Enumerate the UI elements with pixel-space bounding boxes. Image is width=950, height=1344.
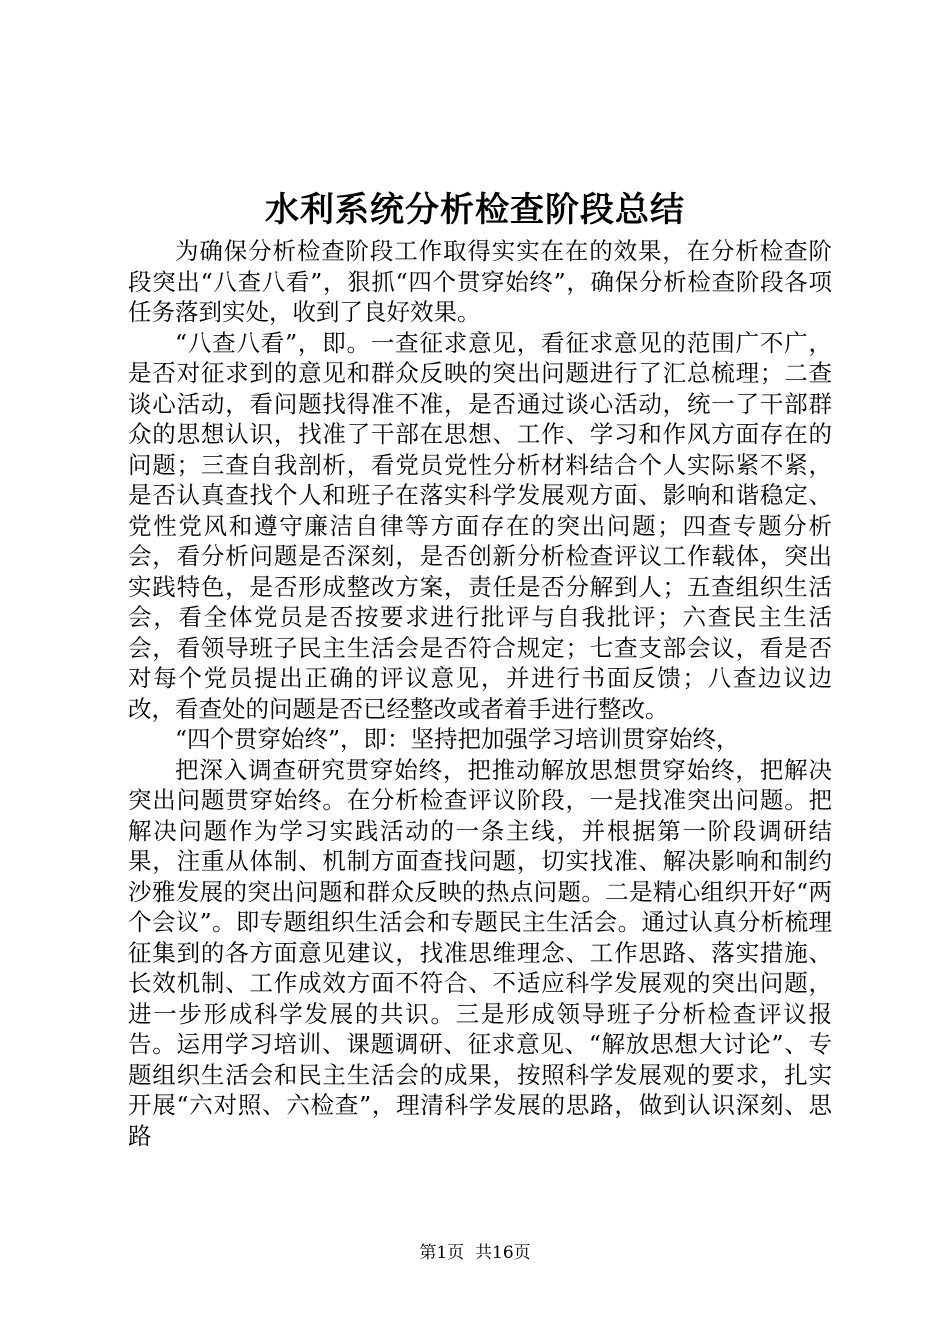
page-total: 共16页	[475, 1243, 531, 1263]
page-footer	[0, 1241, 950, 1265]
paragraph-four-throughout: “四个贯穿始终”，即：坚持把加强学习培训贯穿始终，	[175, 725, 740, 753]
paragraph-analysis-stage: 把深入调查研究贯穿始终，把推动解放思想贯穿始终，把解决突出问题贯穿始终。在分析检查评议阶段，一是找准突出问题。把解决问题作为学习实践活动的一条主线，并根据第一阶段调研结果，注重从体制、机制方面查找问题，切实找准、解决影响和制约沙雅发展的突出问题和群众反映的热点问题。二是精心组织开好“两个会议”。即专题组织生活会和专题民主生活会。通过认真分析梳理征集到的各方面意见建议，找准思维理念、工作思路、落实措施、长效机制、工作成效方面不符合、不适应科学发展观的突出问题，进一步形成科学发展的共识。三是形成领导班子分析检查评议报告。运用学习培训、课题调研、征求意见、“解放思想大讨论”、专题组织生活会和民主生活会的成果，按照科学发展观的要求，扎实开展“六对照、六检查”，理清科学发展的思路，做到认识深刻、思路	[128, 755, 832, 1150]
document-body	[128, 236, 832, 1151]
document-title: 水利系统分析检查阶段总结	[265, 190, 685, 230]
page-number: 第1页	[419, 1243, 465, 1263]
paragraph-eight-checks: “八查八看”，即。一查征求意见，看征求意见的范围广不广，是否对征求到的意见和群众反映的突出问题进行了汇总梳理；二查谈心活动，看问题找得准不准，是否通过谈心活动，统一了干部群众的思想认识，找准了干部在思想、工作、学习和作风方面存在的问题；三查自我剖析，看党员党性分析材料结合个人实际紧不紧，是否认真查找个人和班子在落实科学发展观方面、影响和谐稳定、党性党风和遵守廉洁自律等方面存在的突出问题；四查专题分析会，看分析问题是否深刻，是否创新分析检查评议工作载体，突出实践特色，是否形成整改方案，责任是否分解到人；五查组织生活会，看全体党员是否按要求进行批评与自我批评；六查民主生活会，看领导班子民主生活会是否符合规定；七查支部会议，看是否对每个党员提出正确的评议意见，并进行书面反馈；八查边议边改，看查处的问题是否已经整改或者着手进行整改。	[128, 328, 832, 723]
paragraph-intro: 为确保分析检查阶段工作取得实实在在的效果，在分析检查阶段突出“八查八看”，狠抓“四个贯穿始终”，确保分析检查阶段各项任务落到实处，收到了良好效果。	[128, 237, 832, 326]
